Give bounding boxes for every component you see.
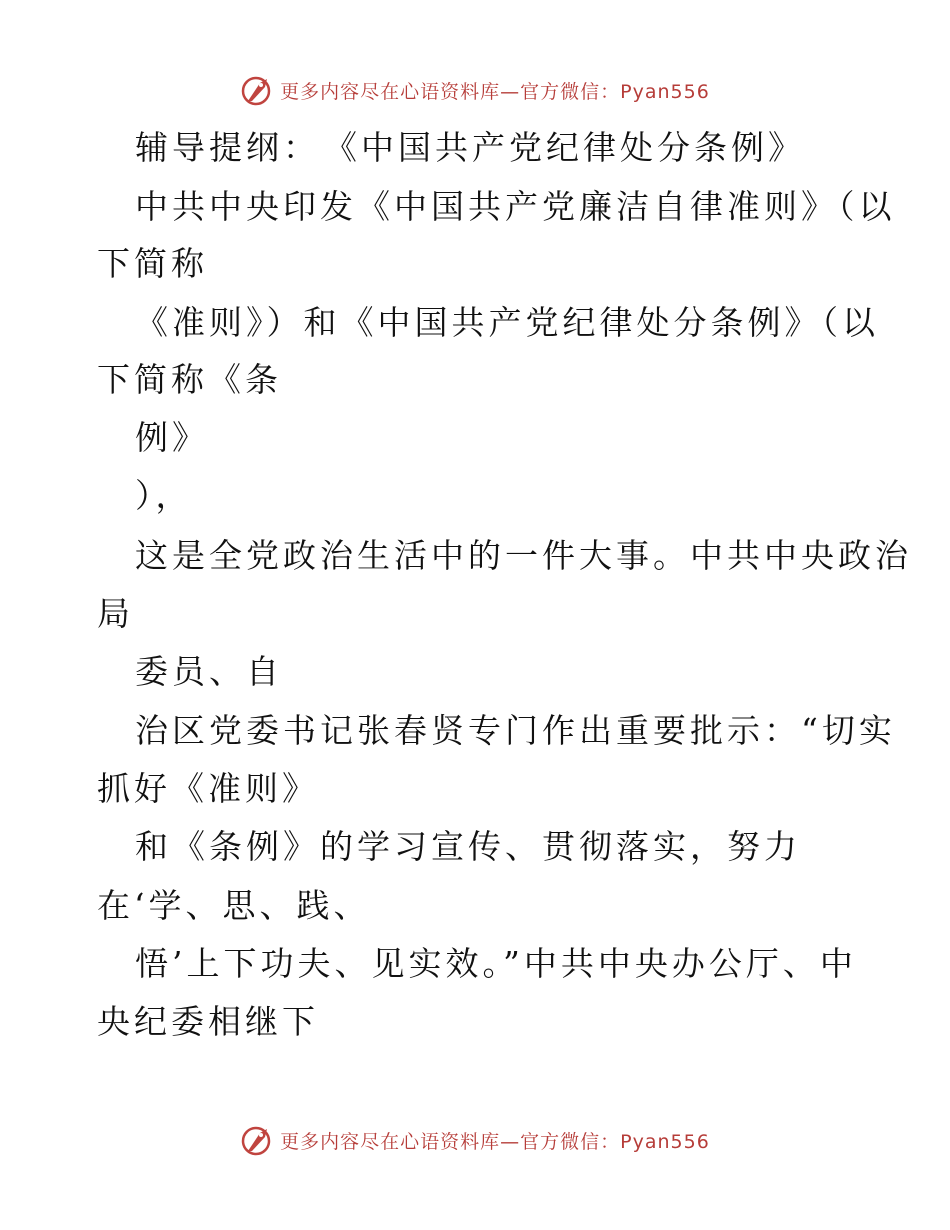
text-line: 和《条例》的学习宣传、贯彻落实，努力 — [135, 827, 801, 866]
text-line: 《准则》）和《中国共产党纪律处分条例》（以 — [135, 303, 879, 342]
text-line: ）， — [135, 476, 193, 515]
text-line: 委员、自 — [135, 652, 283, 691]
text-line: 下简称《条 — [97, 360, 282, 399]
text-line: 抓好《准则》 — [97, 769, 319, 808]
text-line: 悟’上下功夫、见实效。”中共中央办公厅、中 — [135, 944, 857, 983]
watermark-text: 更多内容尽在心语资料库—官方微信：Pyan556 — [280, 1130, 710, 1153]
text-line: 这是全党政治生活中的一件大事。中共中央政治 — [135, 536, 912, 575]
text-line: 中共中央印发《中国共产党廉洁自律准则》（以 — [135, 187, 896, 226]
text-line: 下简称 — [97, 244, 208, 283]
pen-nib-logo-icon — [240, 1123, 274, 1157]
text-line: 辅导提纲： 《中国共产党纪律处分条例》 — [135, 128, 805, 167]
watermark-text: 更多内容尽在心语资料库—官方微信：Pyan556 — [280, 80, 710, 103]
text-line: 在‘学、思、践、 — [97, 886, 371, 925]
text-line: 央纪委相继下 — [97, 1002, 319, 1041]
footer-watermark — [0, 1120, 950, 1160]
text-line: 局 — [97, 594, 134, 633]
text-line: 例》 — [135, 418, 209, 457]
text-line: 治区党委书记张春贤专门作出重要批示：“切实 — [135, 711, 896, 750]
